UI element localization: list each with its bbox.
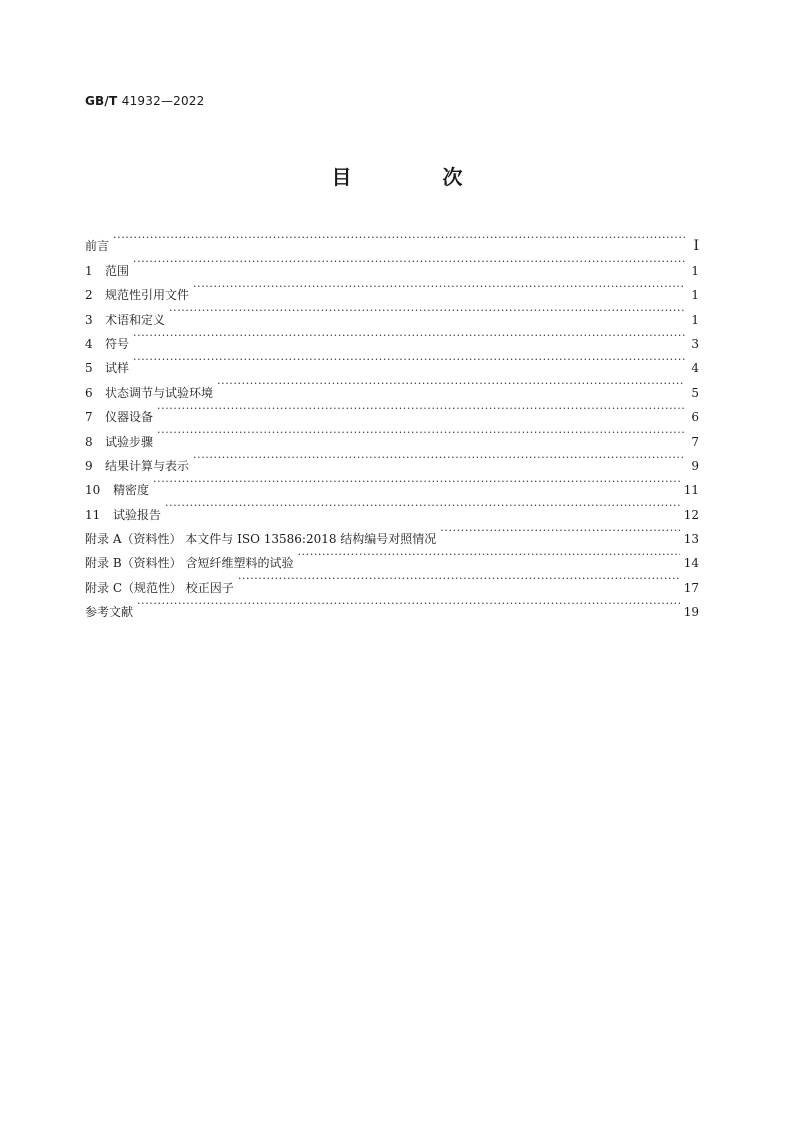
- toc-entry[interactable]: [85, 421, 699, 449]
- toc-entry-title: 术语和定义: [105, 312, 166, 327]
- toc-entry-number: 8: [85, 434, 93, 449]
- toc-entry-number: 9: [85, 458, 93, 473]
- toc-leader-dots: [238, 567, 680, 591]
- toc-entry-label: [85, 405, 157, 429]
- toc-leader-dots: [113, 226, 685, 250]
- toc-entry-page: 1: [691, 288, 699, 303]
- toc-leader-dots: [193, 275, 685, 299]
- toc-entry-title: 符号: [105, 336, 130, 351]
- toc-entry-page: 5: [691, 385, 699, 400]
- toc-entry-title: 试样: [105, 361, 130, 376]
- toc-entry-number: 10: [85, 483, 101, 498]
- toc-entry-title: 试验报告: [113, 507, 162, 522]
- toc-entry-label: [85, 234, 113, 258]
- page-title: 目 次: [331, 165, 505, 189]
- toc-entry-title: 附录 A（资料性） 本文件与 ISO 13586:2018 结构编号对照情况: [85, 532, 437, 547]
- toc-entry-title: 附录 B（资料性） 含短纤维塑料的试验: [85, 556, 294, 571]
- toc-entry[interactable]: [85, 592, 699, 620]
- toc-entry-title: 试验步骤: [105, 434, 154, 449]
- toc-entry-page: 12: [683, 507, 699, 522]
- table-of-contents: [85, 226, 699, 620]
- toc-leader-dots: [165, 494, 680, 518]
- toc-entry-page: 7: [691, 434, 699, 449]
- toc-entry-page: 6: [691, 410, 699, 425]
- toc-entry-page: Ⅰ: [693, 238, 699, 255]
- toc-entry[interactable]: [85, 348, 699, 376]
- toc-entry-page: 17: [683, 580, 699, 595]
- toc-entry[interactable]: [85, 494, 699, 522]
- toc-leader-dots: [137, 592, 680, 616]
- toc-leader-dots: [133, 348, 685, 372]
- toc-entry[interactable]: [85, 226, 699, 255]
- toc-entry-number: 11: [85, 507, 101, 522]
- toc-leader-dots: [440, 519, 679, 543]
- toc-leader-dots: [133, 250, 685, 274]
- toc-entry-page: 9: [691, 458, 699, 473]
- toc-entry-title: 状态调节与试验环境: [105, 385, 214, 400]
- toc-entry[interactable]: [85, 519, 699, 547]
- toc-entry-title: 规范性引用文件: [105, 288, 190, 303]
- toc-entry-page: 14: [683, 556, 699, 571]
- toc-leader-dots: [217, 372, 685, 396]
- toc-entry-label: [85, 478, 153, 502]
- toc-entry-label: [85, 430, 157, 454]
- toc-entry-label: [85, 600, 137, 624]
- toc-entry-number: 1: [85, 263, 93, 278]
- toc-entry-title: 参考文献: [85, 605, 134, 620]
- toc-entry-label: [85, 503, 165, 527]
- toc-entry[interactable]: [85, 299, 699, 327]
- toc-entry-title: 精密度: [113, 483, 150, 498]
- standard-code: [85, 94, 204, 108]
- toc-entry-page: 19: [683, 605, 699, 620]
- toc-leader-dots: [193, 446, 685, 470]
- toc-entry-title: 结果计算与表示: [105, 458, 190, 473]
- toc-entry-page: 11: [683, 483, 699, 498]
- toc-entry-label: [85, 356, 133, 380]
- toc-entry-page: 13: [683, 532, 699, 547]
- toc-entry[interactable]: [85, 250, 699, 278]
- toc-entry-label: [85, 259, 133, 283]
- standard-number: 41932—2022: [121, 94, 205, 108]
- toc-entry-number: 2: [85, 288, 93, 303]
- toc-entry-title: 附录 C（规范性） 校正因子: [85, 580, 234, 595]
- toc-entry-title: 前言: [85, 239, 110, 254]
- toc-entry[interactable]: [85, 372, 699, 400]
- toc-entry-number: 6: [85, 385, 93, 400]
- toc-leader-dots: [297, 543, 679, 567]
- toc-entry-title: 范围: [105, 263, 130, 278]
- toc-entry-page: 4: [691, 361, 699, 376]
- toc-leader-dots: [157, 421, 685, 445]
- toc-entry-label: [85, 332, 133, 356]
- toc-leader-dots: [157, 397, 685, 421]
- toc-entry[interactable]: [85, 446, 699, 473]
- toc-entry[interactable]: [85, 275, 699, 303]
- toc-entry-number: 3: [85, 312, 93, 327]
- toc-entry[interactable]: [85, 397, 699, 425]
- toc-leader-dots: [133, 324, 685, 348]
- toc-entry-page: 1: [691, 263, 699, 278]
- toc-entry-number: 4: [85, 336, 93, 351]
- toc-entry-page: 1: [691, 312, 699, 327]
- toc-entry-title: 仪器设备: [105, 410, 154, 425]
- toc-entry[interactable]: [85, 324, 699, 351]
- toc-entry-number: 7: [85, 410, 93, 425]
- toc-leader-dots: [153, 470, 680, 494]
- toc-entry-number: 5: [85, 361, 93, 376]
- toc-leader-dots: [169, 299, 685, 323]
- standard-prefix: GB/T: [85, 94, 118, 108]
- toc-entry-page: 3: [691, 336, 699, 351]
- toc-entry[interactable]: [85, 470, 699, 498]
